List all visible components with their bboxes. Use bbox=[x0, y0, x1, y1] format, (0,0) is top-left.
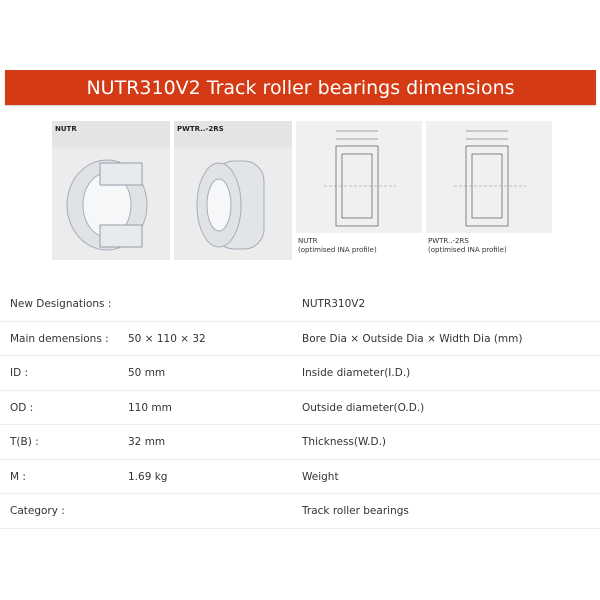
nutr-label: NUTR bbox=[52, 121, 170, 147]
pwtr-diagram bbox=[426, 121, 552, 233]
pwtr-diagram-caption: PWTR..-2RS (optimised INA profile) bbox=[428, 237, 507, 254]
spec-row: ID : 50 mm Inside diameter(I.D.) bbox=[0, 356, 600, 391]
spec-row: Category : Track roller bearings bbox=[0, 494, 600, 529]
cross-section-diagram bbox=[426, 121, 552, 233]
nutr-diagram-caption: NUTR (optimised INA profile) bbox=[298, 237, 377, 254]
nutr-photo bbox=[52, 121, 170, 260]
cross-section-diagram bbox=[296, 121, 422, 233]
spec-row: T(B) : 32 mm Thickness(W.D.) bbox=[0, 425, 600, 460]
spec-row: M : 1.69 kg Weight bbox=[0, 460, 600, 495]
spec-row: OD : 110 mm Outside diameter(O.D.) bbox=[0, 391, 600, 426]
page-title: NUTR310V2 Track roller bearings dimensions bbox=[5, 70, 596, 105]
spec-row: Main demensions : 50 × 110 × 32 Bore Dia × Outside Dia × Width Dia (mm) bbox=[0, 322, 600, 357]
pwtr-label: PWTR..-2RS bbox=[174, 121, 292, 147]
spec-table bbox=[0, 287, 600, 529]
nutr-diagram bbox=[296, 121, 422, 233]
spec-row: New Designations : NUTR310V2 bbox=[0, 287, 600, 322]
pwtr-photo bbox=[174, 121, 292, 260]
bearing-image bbox=[174, 149, 292, 260]
bearing-image bbox=[52, 149, 170, 260]
